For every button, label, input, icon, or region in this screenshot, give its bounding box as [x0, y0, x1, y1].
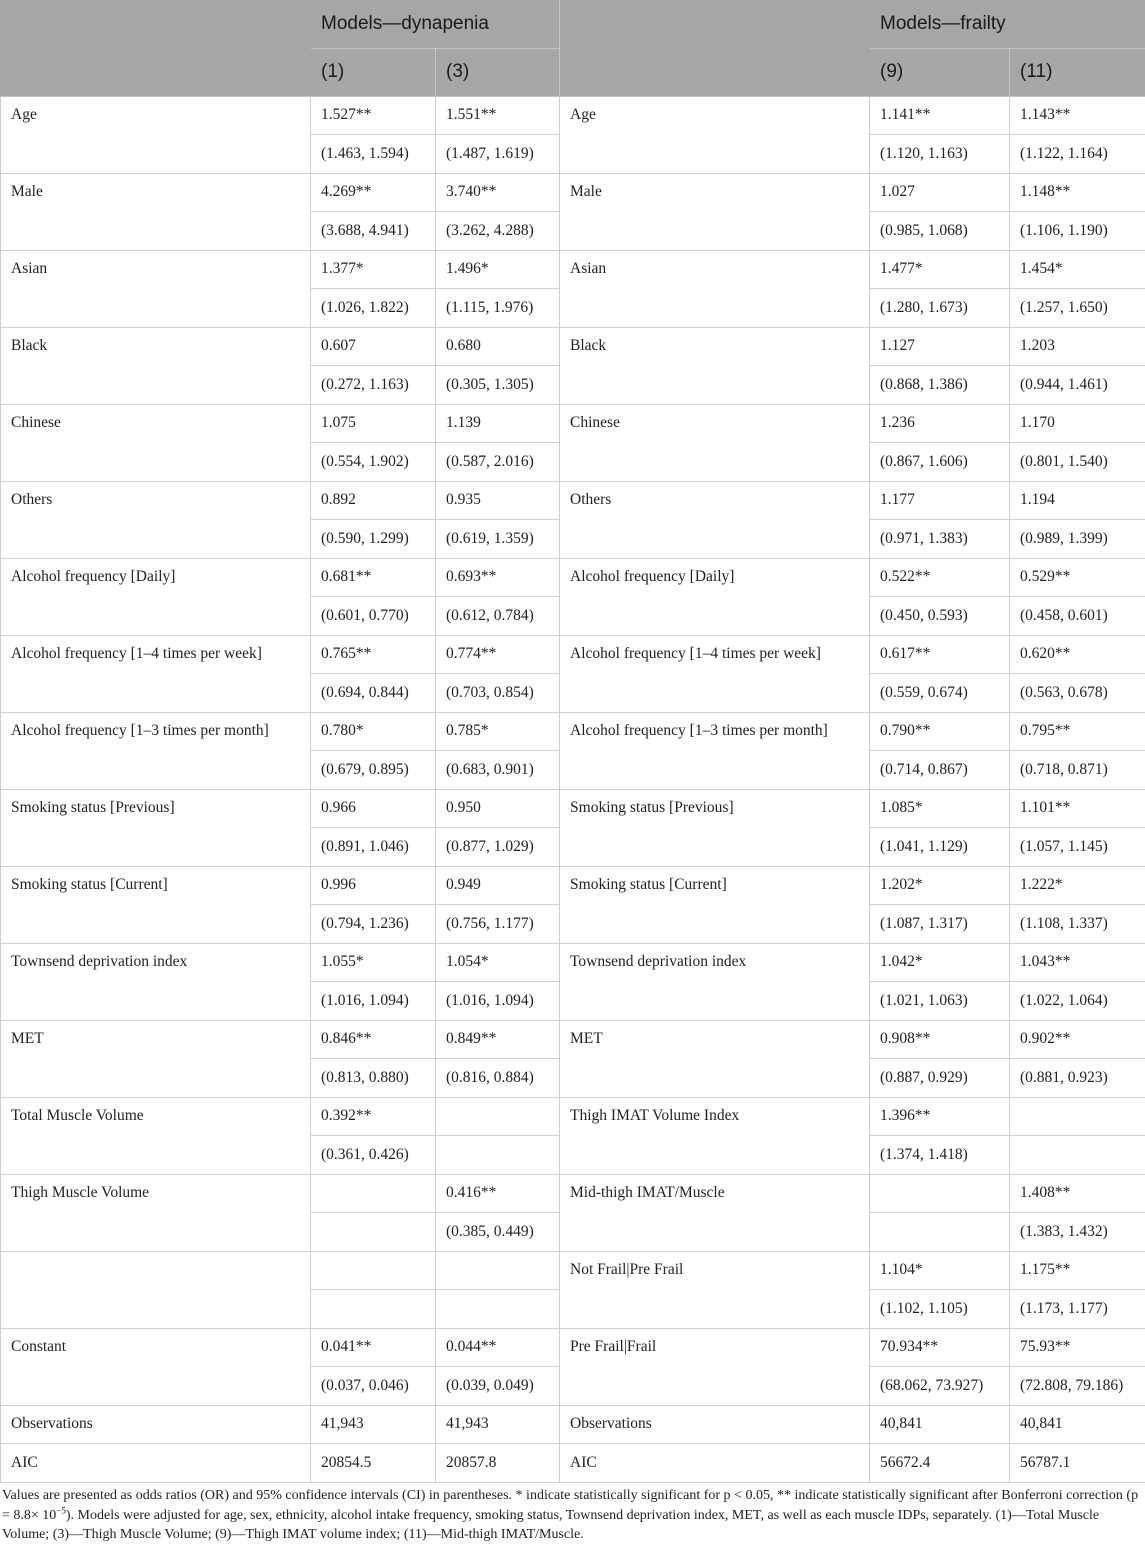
- table-row: [1, 558, 1145, 597]
- ci-model-1: (0.037, 0.046): [311, 1367, 436, 1406]
- table-row: [1, 1251, 1145, 1290]
- row-label-right: Alcohol frequency [1–3 times per month]: [560, 712, 870, 789]
- row-label-right: Black: [560, 327, 870, 404]
- summary-label-left: Observations: [1, 1405, 311, 1444]
- cell-model-9: 1.127: [870, 327, 1010, 366]
- cell-model-9: 0.790**: [870, 712, 1010, 751]
- ci-model-11: (1.022, 1.064): [1010, 982, 1145, 1021]
- header-blank-middle: [560, 48, 870, 96]
- ci-model-11: (0.989, 1.399): [1010, 520, 1145, 559]
- row-label-left: Black: [1, 327, 311, 404]
- table-row: [1, 96, 1145, 135]
- row-label-left: Others: [1, 481, 311, 558]
- ci-model-9: (0.867, 1.606): [870, 443, 1010, 482]
- row-label-left: Age: [1, 96, 311, 173]
- cell-model-9: 1.396**: [870, 1097, 1010, 1136]
- ci-model-9: (0.714, 0.867): [870, 751, 1010, 790]
- table-row: [1, 1174, 1145, 1213]
- ci-model-11: (0.881, 0.923): [1010, 1059, 1145, 1098]
- summary-model-3: 41,943: [436, 1405, 560, 1444]
- ci-model-9: (1.102, 1.105): [870, 1290, 1010, 1329]
- row-label-right: Others: [560, 481, 870, 558]
- cell-model-11: 75.93**: [1010, 1328, 1145, 1367]
- cell-model-1: 0.996: [311, 866, 436, 905]
- summary-model-3: 20857.8: [436, 1444, 560, 1483]
- cell-model-3: 0.849**: [436, 1020, 560, 1059]
- footnote-exponent: −5: [56, 1504, 66, 1515]
- header-model-3: (3): [436, 48, 560, 96]
- ci-model-3: (0.756, 1.177): [436, 905, 560, 944]
- cell-model-3: [436, 1251, 560, 1290]
- summary-label-right: AIC: [560, 1444, 870, 1483]
- cell-model-11: 1.454*: [1010, 250, 1145, 289]
- header-model-11: (11): [1010, 48, 1145, 96]
- row-label-left: Alcohol frequency [1–4 times per week]: [1, 635, 311, 712]
- cell-model-3: 0.693**: [436, 558, 560, 597]
- footnote-text-1: Values are presented as odds ratios (OR) and 95% confidence intervals (CI) in parentheses. * indicate statistically significant for p < 0.05, ** indicate statistically significant after Bonferroni correction (p = 8.8× 10: [2, 1488, 1139, 1523]
- ci-model-11: (1.383, 1.432): [1010, 1213, 1145, 1252]
- ci-model-11: (1.173, 1.177): [1010, 1290, 1145, 1329]
- ci-model-11: [1010, 1136, 1145, 1175]
- cell-model-1: 4.269**: [311, 173, 436, 212]
- ci-model-1: [311, 1290, 436, 1329]
- ci-model-3: (0.612, 0.784): [436, 597, 560, 636]
- ci-model-11: (72.808, 79.186): [1010, 1367, 1145, 1406]
- cell-model-11: 0.902**: [1010, 1020, 1145, 1059]
- ci-model-11: (1.122, 1.164): [1010, 135, 1145, 174]
- header-group-frailty: Models—frailty: [870, 0, 1145, 48]
- row-label-right: Mid-thigh IMAT/Muscle: [560, 1174, 870, 1251]
- row-label-right: Chinese: [560, 404, 870, 481]
- row-label-left: Alcohol frequency [Daily]: [1, 558, 311, 635]
- cell-model-9: 70.934**: [870, 1328, 1010, 1367]
- ci-model-3: [436, 1290, 560, 1329]
- row-label-right: Smoking status [Previous]: [560, 789, 870, 866]
- ci-model-11: (0.563, 0.678): [1010, 674, 1145, 713]
- table-row: [1, 789, 1145, 828]
- ci-model-1: (1.016, 1.094): [311, 982, 436, 1021]
- ci-model-1: (1.026, 1.822): [311, 289, 436, 328]
- ci-model-9: [870, 1213, 1010, 1252]
- cell-model-9: 1.104*: [870, 1251, 1010, 1290]
- ci-model-3: (0.587, 2.016): [436, 443, 560, 482]
- row-label-right: Thigh IMAT Volume Index: [560, 1097, 870, 1174]
- row-label-right: Male: [560, 173, 870, 250]
- ci-model-3: (0.305, 1.305): [436, 366, 560, 405]
- ci-model-1: (1.463, 1.594): [311, 135, 436, 174]
- cell-model-11: 1.408**: [1010, 1174, 1145, 1213]
- cell-model-3: 0.950: [436, 789, 560, 828]
- table-row: [1, 866, 1145, 905]
- cell-model-11: 1.043**: [1010, 943, 1145, 982]
- ci-model-1: (0.813, 0.880): [311, 1059, 436, 1098]
- header-row-models: [1, 48, 1145, 96]
- header-blank-left: [1, 48, 311, 96]
- cell-model-1: 0.392**: [311, 1097, 436, 1136]
- cell-model-1: 1.075: [311, 404, 436, 443]
- ci-model-3: (1.487, 1.619): [436, 135, 560, 174]
- table-row: [1, 1020, 1145, 1059]
- header-blank-left: [1, 0, 311, 48]
- row-label-left: Chinese: [1, 404, 311, 481]
- row-label-right: Not Frail|Pre Frail: [560, 1251, 870, 1328]
- ci-model-1: (0.794, 1.236): [311, 905, 436, 944]
- cell-model-11: [1010, 1097, 1145, 1136]
- ci-model-9: (1.041, 1.129): [870, 828, 1010, 867]
- ci-model-9: (0.887, 0.929): [870, 1059, 1010, 1098]
- cell-model-9: [870, 1174, 1010, 1213]
- cell-model-1: 0.892: [311, 481, 436, 520]
- header-model-1: (1): [311, 48, 436, 96]
- ci-model-1: [311, 1213, 436, 1252]
- ci-model-11: (0.458, 0.601): [1010, 597, 1145, 636]
- table-row: [1, 712, 1145, 751]
- cell-model-3: [436, 1097, 560, 1136]
- footnote-text-2: ). Models were adjusted for age, sex, ethnicity, alcohol intake frequency, smoking status, Townsend deprivation index, MET, as well as each muscle IDPs, separately. (1)—Total Muscle Volume; (3)—Thigh Muscle Volume; (9)—Thigh IMAT volume index; (11)—Mid-thigh IMAT/Muscle.: [2, 1507, 1100, 1542]
- row-label-left: Thigh Muscle Volume: [1, 1174, 311, 1251]
- ci-model-9: (1.280, 1.673): [870, 289, 1010, 328]
- table-row: [1, 404, 1145, 443]
- ci-model-11: (1.108, 1.337): [1010, 905, 1145, 944]
- summary-label-right: Observations: [560, 1405, 870, 1444]
- row-label-left: Male: [1, 173, 311, 250]
- cell-model-1: 0.607: [311, 327, 436, 366]
- table-row: [1, 943, 1145, 982]
- row-label-left: Asian: [1, 250, 311, 327]
- cell-model-9: 1.177: [870, 481, 1010, 520]
- ci-model-3: (1.115, 1.976): [436, 289, 560, 328]
- cell-model-1: 0.681**: [311, 558, 436, 597]
- ci-model-9: (0.971, 1.383): [870, 520, 1010, 559]
- row-label-left: MET: [1, 1020, 311, 1097]
- cell-model-3: 0.680: [436, 327, 560, 366]
- row-label-left: Smoking status [Current]: [1, 866, 311, 943]
- ci-model-9: (0.985, 1.068): [870, 212, 1010, 251]
- ci-model-1: (0.694, 0.844): [311, 674, 436, 713]
- cell-model-1: 0.765**: [311, 635, 436, 674]
- summary-row: [1, 1444, 1145, 1483]
- ci-model-11: (1.257, 1.650): [1010, 289, 1145, 328]
- row-label-right: Age: [560, 96, 870, 173]
- cell-model-9: 0.522**: [870, 558, 1010, 597]
- row-label-right: Townsend deprivation index: [560, 943, 870, 1020]
- row-label-right: Smoking status [Current]: [560, 866, 870, 943]
- table-row: [1, 1097, 1145, 1136]
- ci-model-9: (1.374, 1.418): [870, 1136, 1010, 1175]
- row-label-right: Alcohol frequency [Daily]: [560, 558, 870, 635]
- cell-model-9: 1.236: [870, 404, 1010, 443]
- cell-model-3: 0.044**: [436, 1328, 560, 1367]
- cell-model-11: 1.203: [1010, 327, 1145, 366]
- row-label-left: Alcohol frequency [1–3 times per month]: [1, 712, 311, 789]
- table-row: [1, 327, 1145, 366]
- ci-model-1: (0.891, 1.046): [311, 828, 436, 867]
- cell-model-11: 1.175**: [1010, 1251, 1145, 1290]
- ci-model-11: (0.718, 0.871): [1010, 751, 1145, 790]
- header-model-9: (9): [870, 48, 1010, 96]
- cell-model-1: 0.780*: [311, 712, 436, 751]
- row-label-right: Pre Frail|Frail: [560, 1328, 870, 1405]
- row-label-left: Smoking status [Previous]: [1, 789, 311, 866]
- ci-model-3: (0.039, 0.049): [436, 1367, 560, 1406]
- cell-model-1: 0.846**: [311, 1020, 436, 1059]
- ci-model-11: (0.944, 1.461): [1010, 366, 1145, 405]
- ci-model-3: (0.619, 1.359): [436, 520, 560, 559]
- header-blank-middle: [560, 0, 870, 48]
- cell-model-3: 1.139: [436, 404, 560, 443]
- ci-model-1: (3.688, 4.941): [311, 212, 436, 251]
- cell-model-9: 1.141**: [870, 96, 1010, 135]
- cell-model-1: 0.966: [311, 789, 436, 828]
- ci-model-3: (0.816, 0.884): [436, 1059, 560, 1098]
- row-label-left: Constant: [1, 1328, 311, 1405]
- ci-model-3: (0.385, 0.449): [436, 1213, 560, 1252]
- row-label-right: MET: [560, 1020, 870, 1097]
- summary-label-left: AIC: [1, 1444, 311, 1483]
- table-row: [1, 1328, 1145, 1367]
- cell-model-11: 1.222*: [1010, 866, 1145, 905]
- table-footnote: [2, 1486, 1140, 1545]
- ci-model-9: (68.062, 73.927): [870, 1367, 1010, 1406]
- cell-model-9: 0.617**: [870, 635, 1010, 674]
- ci-model-9: (1.087, 1.317): [870, 905, 1010, 944]
- summary-model-11: 56787.1: [1010, 1444, 1145, 1483]
- cell-model-11: 1.170: [1010, 404, 1145, 443]
- cell-model-3: 0.785*: [436, 712, 560, 751]
- ci-model-9: (0.450, 0.593): [870, 597, 1010, 636]
- ci-model-1: (0.272, 1.163): [311, 366, 436, 405]
- ci-model-11: (1.106, 1.190): [1010, 212, 1145, 251]
- cell-model-11: 0.529**: [1010, 558, 1145, 597]
- summary-model-1: 20854.5: [311, 1444, 436, 1483]
- ci-model-3: (0.877, 1.029): [436, 828, 560, 867]
- cell-model-1: 1.055*: [311, 943, 436, 982]
- cell-model-11: 1.143**: [1010, 96, 1145, 135]
- row-label-right: Asian: [560, 250, 870, 327]
- cell-model-3: 0.935: [436, 481, 560, 520]
- cell-model-3: 0.774**: [436, 635, 560, 674]
- ci-model-3: (1.016, 1.094): [436, 982, 560, 1021]
- ci-model-11: (0.801, 1.540): [1010, 443, 1145, 482]
- row-label-right: Alcohol frequency [1–4 times per week]: [560, 635, 870, 712]
- header-row-groups: [1, 0, 1145, 48]
- table-row: [1, 173, 1145, 212]
- table-row: [1, 481, 1145, 520]
- ci-model-1: (0.361, 0.426): [311, 1136, 436, 1175]
- cell-model-9: 1.042*: [870, 943, 1010, 982]
- cell-model-9: 0.908**: [870, 1020, 1010, 1059]
- ci-model-3: [436, 1136, 560, 1175]
- table-row: [1, 250, 1145, 289]
- cell-model-1: 0.041**: [311, 1328, 436, 1367]
- cell-model-1: [311, 1174, 436, 1213]
- row-label-left: [1, 1251, 311, 1328]
- summary-model-9: 40,841: [870, 1405, 1010, 1444]
- ci-model-9: (1.120, 1.163): [870, 135, 1010, 174]
- row-label-left: Townsend deprivation index: [1, 943, 311, 1020]
- ci-model-1: (0.554, 1.902): [311, 443, 436, 482]
- cell-model-11: 1.194: [1010, 481, 1145, 520]
- summary-model-11: 40,841: [1010, 1405, 1145, 1444]
- cell-model-1: 1.527**: [311, 96, 436, 135]
- cell-model-3: 1.054*: [436, 943, 560, 982]
- header-group-dynapenia: Models—dynapenia: [311, 0, 560, 48]
- row-label-left: Total Muscle Volume: [1, 1097, 311, 1174]
- cell-model-9: 1.202*: [870, 866, 1010, 905]
- cell-model-11: 0.795**: [1010, 712, 1145, 751]
- cell-model-1: [311, 1251, 436, 1290]
- cell-model-11: 1.101**: [1010, 789, 1145, 828]
- summary-row: [1, 1405, 1145, 1444]
- summary-model-1: 41,943: [311, 1405, 436, 1444]
- ci-model-11: (1.057, 1.145): [1010, 828, 1145, 867]
- summary-model-9: 56672.4: [870, 1444, 1010, 1483]
- cell-model-11: 0.620**: [1010, 635, 1145, 674]
- cell-model-9: 1.477*: [870, 250, 1010, 289]
- ci-model-3: (3.262, 4.288): [436, 212, 560, 251]
- ci-model-3: (0.683, 0.901): [436, 751, 560, 790]
- ci-model-9: (0.559, 0.674): [870, 674, 1010, 713]
- cell-model-3: 1.496*: [436, 250, 560, 289]
- cell-model-3: 3.740**: [436, 173, 560, 212]
- ci-model-9: (0.868, 1.386): [870, 366, 1010, 405]
- cell-model-11: 1.148**: [1010, 173, 1145, 212]
- cell-model-3: 1.551**: [436, 96, 560, 135]
- cell-model-3: 0.416**: [436, 1174, 560, 1213]
- ci-model-1: (0.601, 0.770): [311, 597, 436, 636]
- cell-model-3: 0.949: [436, 866, 560, 905]
- cell-model-9: 1.085*: [870, 789, 1010, 828]
- cell-model-1: 1.377*: [311, 250, 436, 289]
- table-row: [1, 635, 1145, 674]
- ci-model-3: (0.703, 0.854): [436, 674, 560, 713]
- ci-model-9: (1.021, 1.063): [870, 982, 1010, 1021]
- ci-model-1: (0.679, 0.895): [311, 751, 436, 790]
- cell-model-9: 1.027: [870, 173, 1010, 212]
- ci-model-1: (0.590, 1.299): [311, 520, 436, 559]
